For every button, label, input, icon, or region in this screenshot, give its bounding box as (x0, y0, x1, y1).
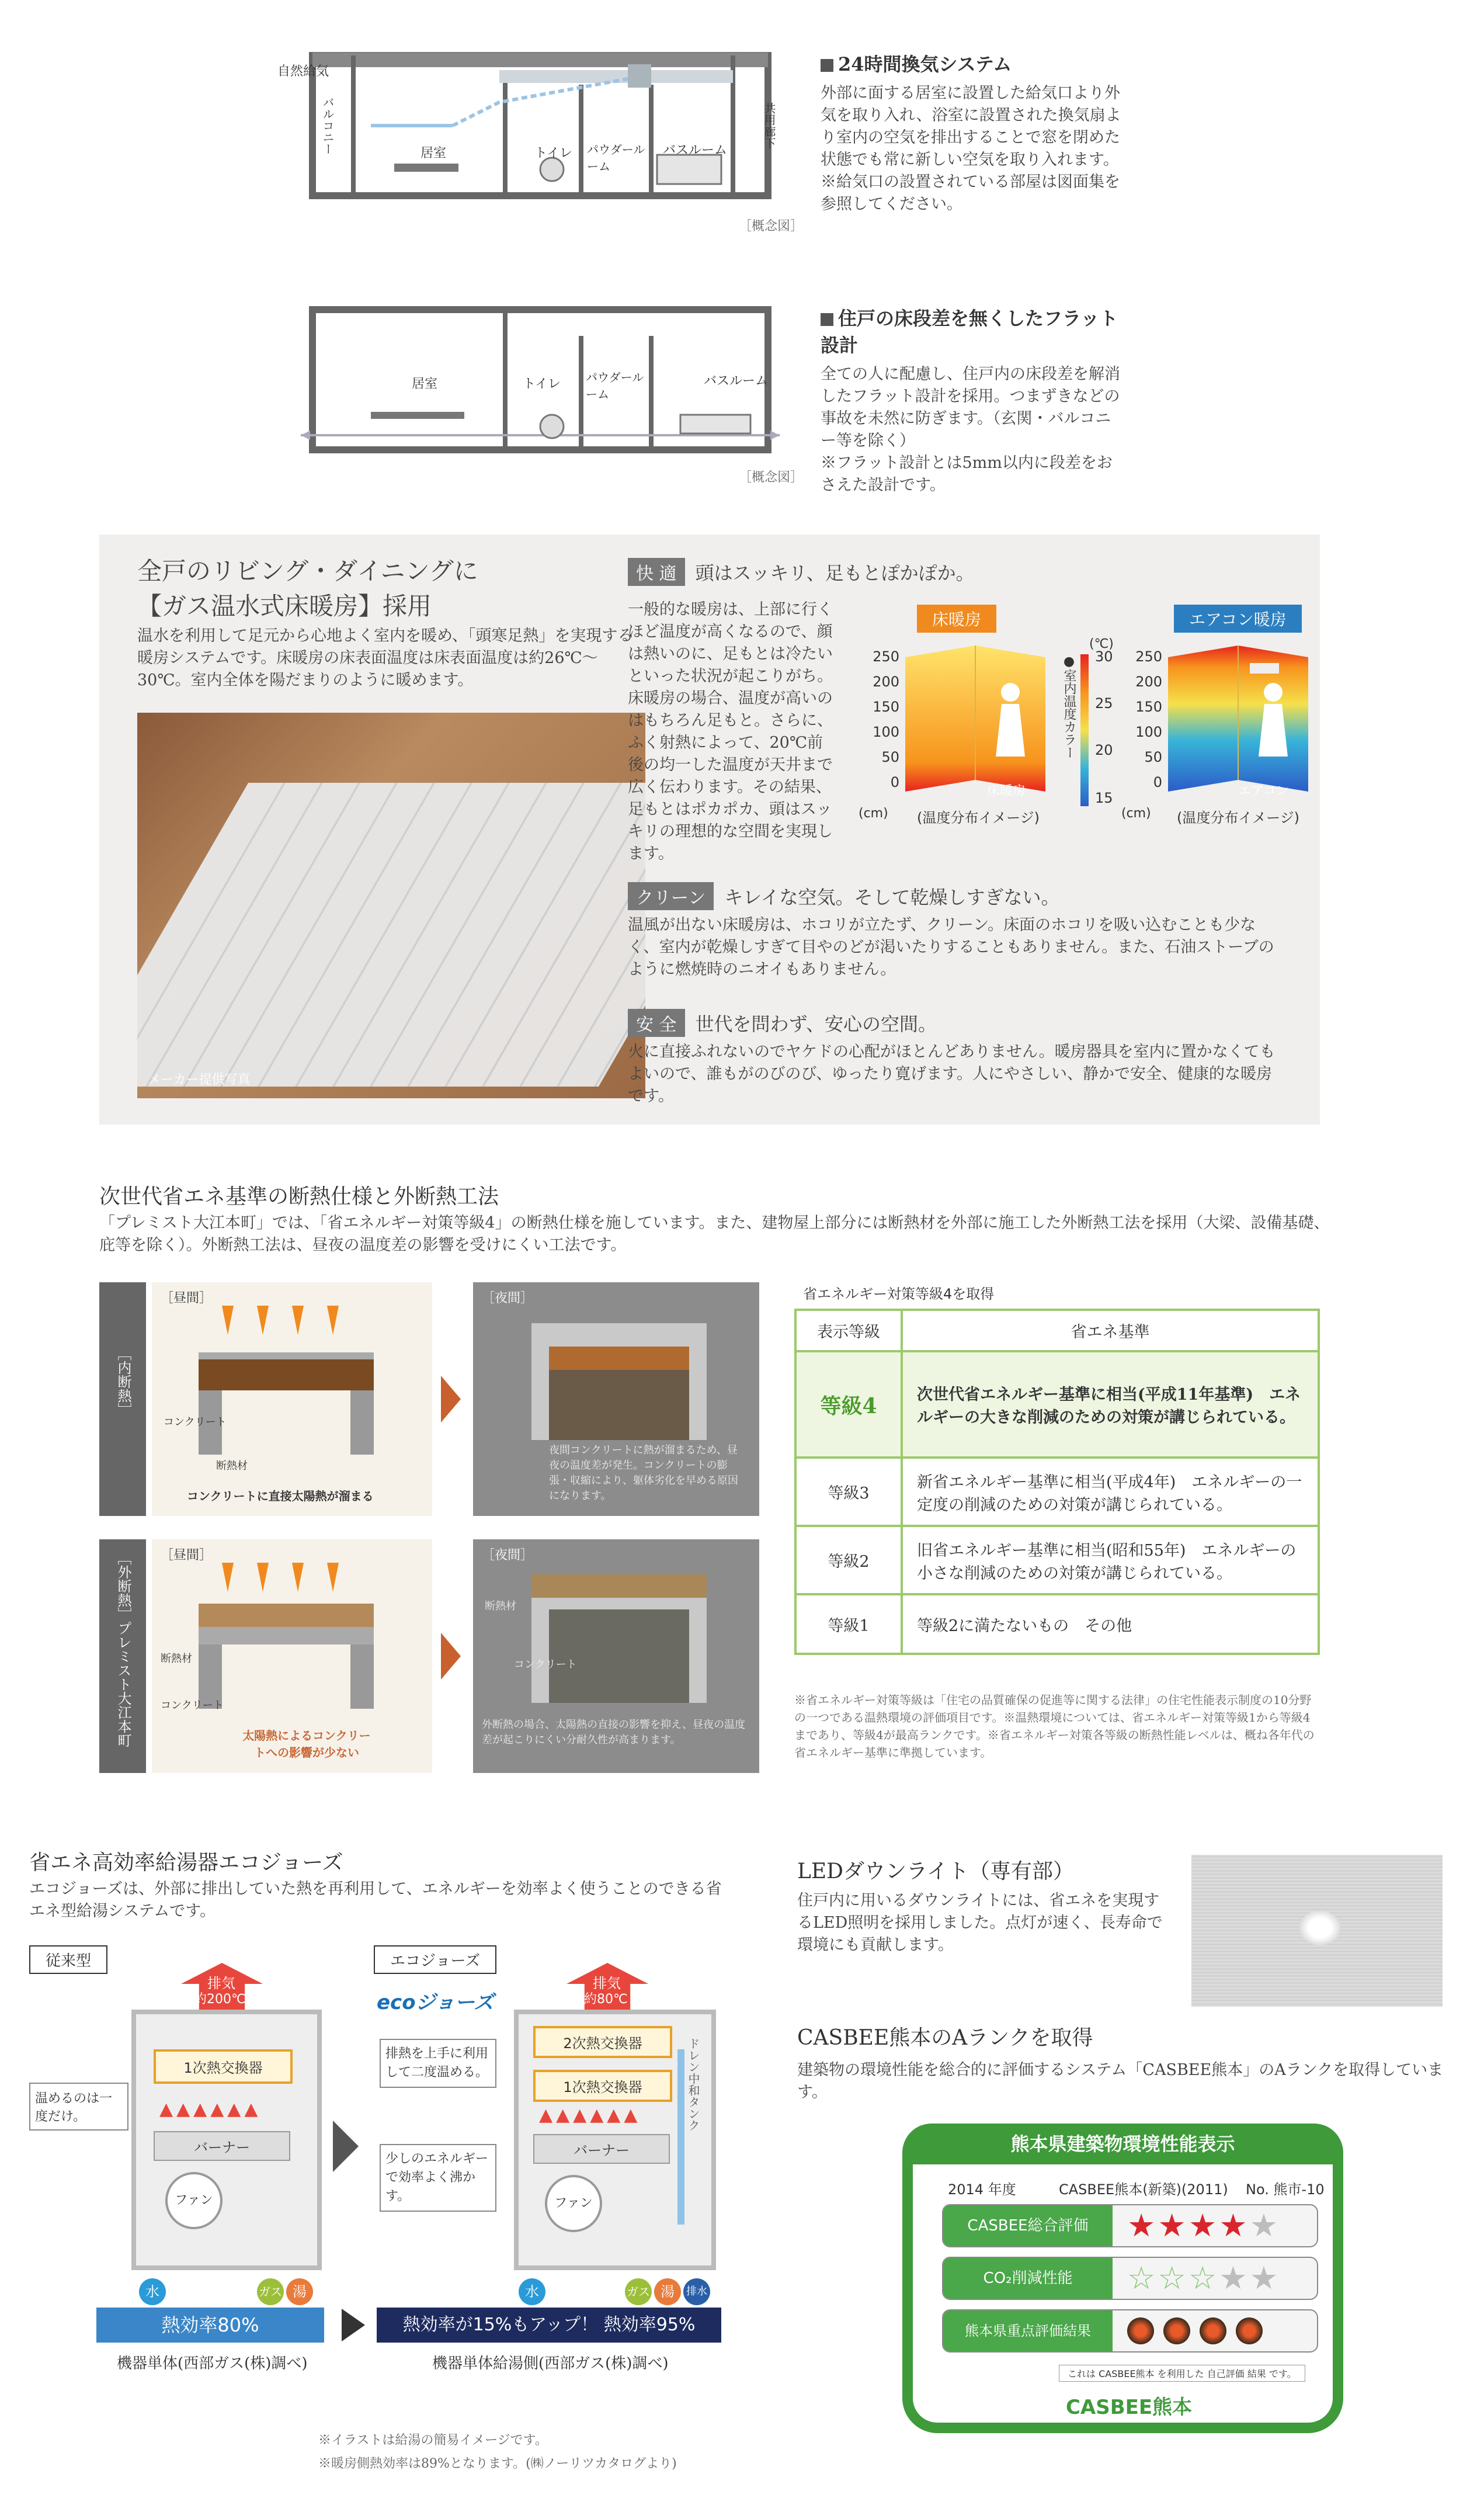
warm-once-callout: 温めるのは一度だけ。 (29, 2083, 128, 2131)
burner: バーナー (154, 2131, 290, 2161)
table-row (795, 1594, 1319, 1654)
casbee-panel-title: 熊本県建築物環境性能表示 (902, 2124, 1343, 2164)
table-row (795, 1351, 1319, 1458)
eco-logo: ecoジョーズ (377, 1991, 494, 2014)
safe-tag: 安 全 (628, 1009, 685, 1037)
scale-tick: 25 (1095, 695, 1113, 712)
reuse-callout: 排熱を上手に利用して二度温める。 (380, 2039, 496, 2088)
ytick: 200 (873, 674, 899, 690)
diagram-label-bath: バスルーム (663, 143, 728, 158)
insul-label: 断熱材 (485, 1600, 516, 1612)
ventilation-diagram (277, 38, 815, 237)
ventilation-note: ※給気口の設置されている部屋は図面集を参照してください。 (821, 173, 1120, 213)
temperature-chart (853, 605, 1320, 838)
chart-left-title: 床暖房 (917, 605, 996, 633)
ytick: 0 (1153, 774, 1162, 790)
fan: ファン (545, 2175, 602, 2232)
priority-icons (1127, 2317, 1263, 2347)
flat-label-living: 居室 (412, 377, 438, 391)
exhaust-label-left: 排気 (207, 1975, 235, 1991)
scale-tick: 15 (1095, 790, 1113, 806)
fan: ファン (165, 2172, 223, 2229)
insulation-heading: 次世代省エネ基準の断熱仕様と外断熱工法 (99, 1185, 499, 1209)
gas-badge: ガス (625, 2278, 652, 2305)
comfort-head: 頭はスッキリ、足もとぽかぽか。 (695, 562, 975, 584)
arrow-icon (441, 1633, 461, 1680)
efficiency-new-note: 機器単体給湯側(西部ガス(株)調べ) (432, 2355, 669, 2372)
secondary-exchanger: 2次熱交換器 (533, 2026, 672, 2058)
co2-stars (1127, 2261, 1280, 2296)
floorheat-title2: 【ガス温水式床暖房】採用 (137, 592, 432, 620)
star-filled-icon: ★ (1127, 2207, 1158, 2244)
flat-label-powder: パウダールーム (586, 370, 644, 401)
scale-tick: 30 (1095, 648, 1113, 665)
casbee-row-label: 熊本県重点評価結果 (943, 2310, 1113, 2351)
outer-night-caption: 外断熱の場合、太陽熱の直接の影響を抑え、昼夜の温度差が起こりにくい分耐久性が高まります。 (482, 1719, 746, 1746)
rank-table-caption: 省エネルギー対策等級4を取得 (803, 1286, 995, 1302)
ventilation-diagram-svg (277, 38, 815, 237)
flat-diagram (277, 295, 815, 485)
casbee-year: 2014 年度 (948, 2181, 1016, 2198)
bullet-square-icon (821, 59, 833, 72)
ventilation-body: 外部に面する居室に設置した給気口より外気を取り入れ、浴室に設置された換気扇より室内の空気を排出することで窓を閉めた状態でも常に新しい空気を取り入れます。 (821, 84, 1121, 169)
exhaust-label-right: 排気 (593, 1975, 621, 1991)
inner-night-panel (473, 1282, 759, 1516)
hot-badge: 湯 (654, 2278, 681, 2305)
ventilation-section (821, 50, 1124, 216)
inner-night-caption: 夜間コンクリートに熱が溜まるため、昼夜の温度差が発生。コンクリートの膨張・収縮により、躯体劣化を早める原因になります。 (549, 1444, 738, 1502)
scale-bar (1080, 654, 1089, 806)
table-row (795, 1458, 1319, 1526)
ventilation-heading (821, 50, 1124, 77)
diagram-label-hallway: 共用廊下 (762, 102, 776, 149)
floor-heat-room-svg (905, 646, 1045, 797)
ecojozu-note2: ※暖房側熱効率は89%となります。(㈱ノーリツカタログより) (318, 2457, 677, 2471)
flat-body: 全ての人に配慮し、住戸内の床段差を解消したフラット設計を採用。つまずきなどの事故を未然に防ぎます。（玄関・バルコニー等を除く） (821, 365, 1120, 450)
comfort-tag: 快 適 (628, 558, 685, 586)
led-heading: LEDダウンライト（専有部） (797, 1859, 1074, 1883)
floorheat-intro: 温水を利用して足元から心地よく室内を暖め、「頭寒足熱」を実現する暖房システムです。床暖房の床表面温度は床表面温度は約26℃〜30℃。室内全体を陽だまりのように暖めます。 (137, 627, 634, 689)
grade-cell: 等級1 (795, 1594, 902, 1654)
concept-label: ［概念図］ (739, 219, 804, 234)
inner-day-caption: コンクリートに直接太陽熱が溜まる (187, 1489, 374, 1503)
star-outline-icon: ☆ (1188, 2260, 1219, 2296)
desc-cell: 新省エネルギー基準に相当(平成4年) エネルギーの一定度の削減のための対策が講じられている。 (902, 1458, 1319, 1526)
night-label: ［夜間］ (482, 1291, 534, 1306)
rank-table-note: ※省エネルギー対策等級は「住宅の品質確保の促進等に関する法律」の住宅性能表示制度の10分野の一つである温熱環境の評価項目です。※温熱環境については、省エネルギー対策等級1から等級4まであり、等級4が最高ランクです。※省エネルギー対策各等級の断熱性能レベルは、概ね各年代の省エネルギー基準に準拠しています。 (794, 1693, 1315, 1760)
outer-day-svg (187, 1563, 397, 1715)
concrete-label: コンクリート (164, 1416, 227, 1428)
casbee-number: No. 熊市-10 (1246, 2181, 1325, 2198)
inner-day-svg (187, 1306, 397, 1458)
diagram-label-toilet: トイレ (534, 146, 572, 161)
arrow-icon (441, 1376, 461, 1422)
flat-concept-label: ［概念図］ (739, 470, 804, 485)
kumamoto-mark-icon (1200, 2317, 1226, 2344)
inner-label-strip (99, 1282, 146, 1516)
water-badge: 水 (139, 2278, 166, 2305)
diagram-label-balcony: バルコニー (321, 96, 335, 155)
chart-right-label: エアコン (1238, 784, 1289, 799)
inner-night-svg (520, 1306, 730, 1446)
insul-label: 断熱材 (161, 1653, 192, 1665)
clean-body: 温風が出ない床暖房は、ホコリが立たず、クリーン。床面のホコリを吸い込むことも少なく、室内が乾燥しすぎて目やのどが渇いたりすることもありません。また、石油ストーブのように燃焼時のニオイもありません。 (628, 916, 1274, 979)
diagram-label-living: 居室 (420, 146, 447, 161)
casbee-panel (902, 2124, 1343, 2433)
ecojozu-note1: ※イラストは給湯の簡易イメージです。 (318, 2433, 548, 2448)
gas-badge: ガス (257, 2278, 284, 2305)
flat-heading (821, 304, 1124, 358)
little-energy-callout: 少しのエネルギーで効率よく沸かす。 (380, 2144, 496, 2212)
chart-unit-right: (cm) (1121, 806, 1151, 821)
ventilation-heading-text: 24時間換気システム (838, 53, 1012, 75)
primary-exchanger: 1次熱交換器 (154, 2049, 293, 2084)
diagram-label-powder: パウダールーム (587, 143, 645, 174)
comfort-body: 一般的な暖房は、上部に行くほど温度が高くなるので、顔は熱いのに、足もとは冷たいといった状況が起こりがち。床暖房の場合、温度が高いのはもちろん足もと。さらに、ふく射熱によって、20℃前後の均一した温度が天井まで広く伝わります。その結果、足もとはポカポカ、頭はスッキリの理想的な空間を実現します。 (628, 601, 833, 863)
efficiency-old-note: 機器単体(西部ガス(株)調べ) (117, 2355, 308, 2372)
chart-caption-left: (温度分布イメージ) (917, 810, 1040, 826)
drain-badge: 排水 (683, 2278, 710, 2305)
grade-cell: 等級2 (795, 1526, 902, 1594)
table-header-cell: 表示等級 (795, 1310, 902, 1351)
bullet-square-icon (821, 313, 833, 326)
eco-tag: エコジョーズ (374, 1945, 496, 1974)
clean-head: キレイな空気。そして乾燥しすぎない。 (724, 886, 1060, 908)
right-yticks (1127, 648, 1162, 799)
kumamoto-mark-icon (1163, 2317, 1190, 2344)
color-scale (1060, 637, 1118, 812)
table-header-cell: 省エネ基準 (902, 1310, 1319, 1351)
flat-label-toilet: トイレ (523, 377, 561, 391)
scale-tick: 20 (1095, 742, 1113, 758)
ecojozu-heading: 省エネ高効率給湯器エコジョーズ (29, 1851, 343, 1875)
casbee-row-co2 (942, 2257, 1318, 2300)
day-label: ［昼間］ (161, 1548, 213, 1563)
scale-unit: (℃) (1089, 637, 1114, 651)
water-badge: 水 (519, 2278, 545, 2305)
flat-heading-text: 住戸の床段差を無くしたフラット設計 (821, 307, 1118, 356)
concrete-label: コンクリート (161, 1699, 224, 1712)
flat-label-bath: バスルーム (704, 374, 769, 388)
photo-caption: メーカー提供写真 (148, 1073, 251, 1087)
ytick: 250 (873, 648, 899, 665)
star-filled-icon: ★ (1219, 2207, 1250, 2244)
ytick: 50 (881, 749, 899, 765)
desc-cell: 旧省エネルギー基準に相当(昭和55年) エネルギーの小さな削減のための対策が講じられている。 (902, 1526, 1319, 1594)
insul-label: 断熱材 (216, 1460, 248, 1472)
conventional-tag: 従来型 (29, 1945, 107, 1974)
flat-note: ※フラット設計とは5mm以内に段差をおさえた設計です。 (821, 454, 1113, 494)
drain-tank-label: ドレン中和タンク (686, 2038, 700, 2131)
floor-heating-panel (99, 535, 1320, 1125)
floorheat-title1: 全戸のリビング・ダイニングに (137, 557, 478, 585)
inner-day-panel (152, 1282, 432, 1516)
diagram-label-intake: 自然給気 (277, 64, 329, 79)
efficiency-old: 熱効率80% (96, 2308, 324, 2343)
grade-cell: 等級4 (795, 1351, 902, 1458)
flat-section (821, 304, 1124, 497)
ytick: 200 (1135, 674, 1162, 690)
chart-left-label: 床暖房 (987, 784, 1026, 799)
star-empty-icon: ★ (1249, 2260, 1281, 2296)
desc-cell: 次世代省エネルギー基準に相当(平成11年基準) エネルギーの大きな削減のための対策が講じられている。 (902, 1351, 1319, 1458)
casbee-row-priority (942, 2309, 1318, 2353)
heating-panel-graphic (137, 783, 645, 1087)
outer-day-caption: 太陽熱によるコンクリートへの影響が少ない (242, 1729, 371, 1760)
overall-stars (1127, 2208, 1280, 2243)
inner-label: ［内断熱］ (115, 1347, 131, 1417)
flame-row: ▲▲▲▲▲▲ (539, 2105, 641, 2125)
insulation-body: 「プレミスト大江本町」では、「省エネルギー対策等級4」の断熱仕様を施しています。また、建物屋上部分には断熱材を外部に施工した外断熱工法を採用（大梁、設備基礎、庇等を除く）。外断熱工法は、昼夜の温度差の影響を受けにくい工法です。 (99, 1214, 1330, 1254)
ecojozu-diagram (29, 1945, 730, 2354)
table-header-row (795, 1310, 1319, 1351)
insulation-diagram (99, 1282, 759, 1773)
kumamoto-mark-icon (1127, 2317, 1154, 2344)
casbee-footer: これは CASBEE熊本 を利用した 自己評価 結果 です。 (1059, 2365, 1305, 2382)
casbee-body: 建築物の環境性能を総合的に評価するシステム「CASBEE熊本」のAランクを取得しています。 (797, 2061, 1444, 2101)
clean-tag: クリーン (628, 882, 714, 910)
casbee-heading: CASBEE熊本のAランクを取得 (797, 2026, 1093, 2050)
temp-old: 約200℃ (194, 1992, 246, 2007)
star-filled-icon: ★ (1188, 2207, 1219, 2244)
desc-cell: 等級2に満たないもの その他 (902, 1594, 1319, 1654)
day-label: ［昼間］ (161, 1291, 213, 1306)
safe-heading (628, 1009, 937, 1037)
drain-arrow (677, 2049, 684, 2225)
star-outline-icon: ☆ (1158, 2260, 1188, 2296)
chart-unit: (cm) (859, 806, 888, 821)
aircon-room-svg (1168, 646, 1308, 797)
night-label: ［夜間］ (482, 1548, 534, 1563)
star-outline-icon: ☆ (1127, 2260, 1158, 2296)
outer-day-panel (152, 1539, 432, 1773)
safe-body: 火に直接ふれないのでヤケドの心配がほとんどありません。暖房器具を室内に置かなくてもよいので、誰もがのびのび、ゆったり寛げます。人にやさしい、静かで安全、健康的な暖房です。 (628, 1043, 1276, 1105)
chart-right-title: エアコン暖房 (1174, 605, 1302, 633)
table-row (795, 1526, 1319, 1594)
rank-table (794, 1309, 1320, 1655)
outer-label: ［外断熱］プレミスト大江本町 (115, 1551, 131, 1747)
ytick: 100 (873, 724, 899, 740)
ytick: 150 (873, 699, 899, 715)
ytick: 50 (1144, 749, 1162, 765)
casbee-system: CASBEE熊本(新築)(2011) (1059, 2181, 1228, 2198)
star-empty-icon: ★ (1219, 2260, 1250, 2296)
temp-new: 約80℃ (584, 1992, 628, 2007)
safe-head: 世代を問わず、安心の空間。 (695, 1013, 937, 1035)
outer-night-panel (473, 1539, 759, 1773)
scale-title: ●室内温度カラー (1062, 654, 1076, 759)
outer-label-strip (99, 1539, 146, 1773)
ytick: 250 (1135, 648, 1162, 665)
star-filled-icon: ★ (1158, 2207, 1188, 2244)
casbee-logo: CASBEE熊本 (1053, 2391, 1205, 2420)
left-yticks (864, 648, 899, 799)
kumamoto-mark-icon (1236, 2317, 1263, 2344)
rank-table-container (794, 1309, 1320, 1655)
star-empty-icon: ★ (1249, 2207, 1281, 2244)
conventional-heater (131, 2010, 322, 2270)
casbee-row-label: CASBEE総合評価 (943, 2205, 1113, 2246)
led-downlight-photo (1191, 1855, 1443, 2007)
floor-heating-photo (137, 713, 645, 1098)
casbee-row-label: CO₂削減性能 (943, 2258, 1113, 2299)
ytick: 100 (1135, 724, 1162, 740)
ytick: 0 (890, 774, 899, 790)
compare-arrow-icon (333, 2121, 359, 2172)
casbee-row-overall (942, 2204, 1318, 2247)
burner: バーナー (533, 2134, 670, 2164)
ytick: 150 (1135, 699, 1162, 715)
chart-caption-right: (温度分布イメージ) (1177, 810, 1300, 826)
flame-row: ▲▲▲▲▲▲ (159, 2099, 262, 2119)
grade-cell: 等級3 (795, 1458, 902, 1526)
clean-heading (628, 882, 1060, 910)
concrete-label: コンクリート (514, 1659, 577, 1671)
efficiency-new: 熱効率が15%もアップ！ 熱効率95% (377, 2308, 721, 2343)
comfort-heading (628, 558, 975, 586)
led-body: 住戸内に用いるダウンライトには、省エネを実現するLED照明を採用しました。点灯が速く、長寿命で環境にも貢献します。 (797, 1892, 1163, 1954)
ecojozu-body: エコジョーズは、外部に排出していた熱を再利用して、エネルギーを効率よく使うことのできる省エネ型給湯システムです。 (29, 1880, 722, 1920)
downlight-icon (1299, 1910, 1340, 1945)
hot-badge: 湯 (286, 2278, 313, 2305)
eco-heater (514, 2010, 716, 2270)
outer-night-svg (520, 1563, 730, 1703)
primary-exchanger: 1次熱交換器 (533, 2070, 672, 2102)
efficiency-arrow-icon (342, 2309, 365, 2341)
